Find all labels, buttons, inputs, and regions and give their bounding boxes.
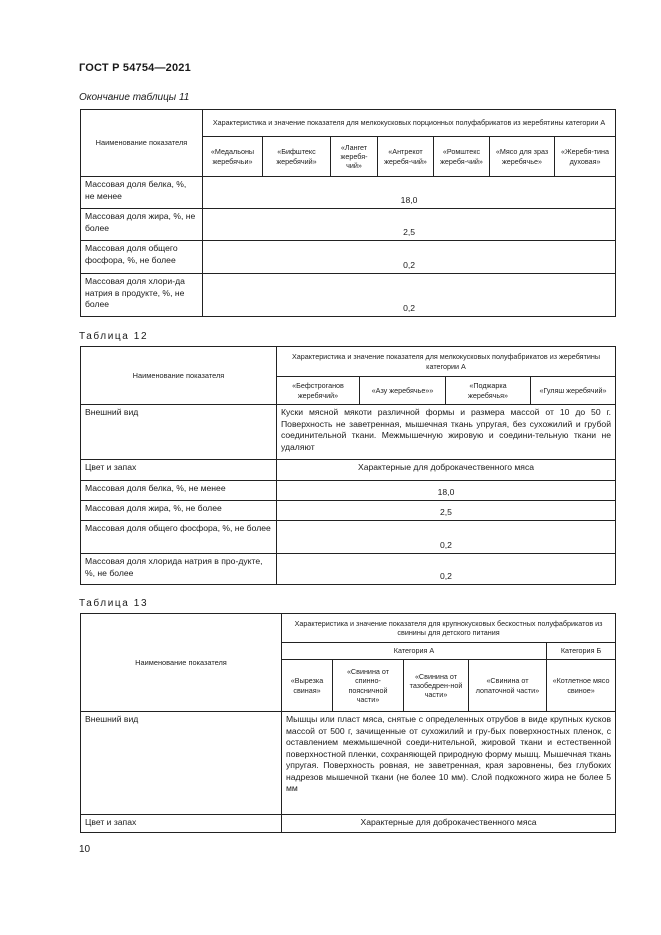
table-row-label: Цвет и запах <box>81 460 277 481</box>
t11-name-header: Наименование показателя <box>81 110 203 177</box>
t13-col: «Свинина от тазобедрен-ной части» <box>404 660 469 712</box>
t12-col: «Гуляш жеребячий» <box>531 377 616 405</box>
t12-col: «Поджарка жеребячья» <box>446 377 531 405</box>
t11-col: «Антрекот жеребя-чий» <box>378 137 434 177</box>
t12-name-header: Наименование показателя <box>81 347 277 405</box>
t11-col: «Бифштекс жеребячий» <box>263 137 331 177</box>
table-row-value: 0,2 <box>203 274 616 317</box>
table-row-label: Массовая доля белка, %, не менее <box>81 481 277 501</box>
table-row-value: 18,0 <box>277 481 616 501</box>
t13-category-b: Категория Б <box>547 643 616 660</box>
table-row-label: Массовая доля белка, %, не менее <box>81 177 203 209</box>
table-row-label: Массовая доля хлорида натрия в про-дукте, %, не более <box>81 554 277 585</box>
t11-col: «Медальоны жеребячьи» <box>203 137 263 177</box>
t13-col: «Вырезка свиная» <box>282 660 333 712</box>
t12-col: «Бефстроганов жеребячий» <box>277 377 360 405</box>
table-row-label: Массовая доля общего фосфора, %, не более <box>81 521 277 554</box>
t13-category-a: Категория А <box>282 643 547 660</box>
table12-caption: Таблица 12 <box>79 331 149 342</box>
table-row-value: 0,2 <box>277 521 616 554</box>
table11-caption: Окончание таблицы 11 <box>79 92 190 103</box>
t11-col: «Ромштекс жеребя-чий» <box>434 137 490 177</box>
table-row-value: Характерные для доброкачественного мяса <box>277 460 616 481</box>
t11-col: «Мясо для зраз жеребячье» <box>490 137 555 177</box>
table-row-value: 18,0 <box>203 177 616 209</box>
table-row-label: Цвет и запах <box>81 815 282 833</box>
t13-name-header: Наименование показателя <box>81 614 282 712</box>
table-row-label: Массовая доля жира, %, не более <box>81 209 203 241</box>
t13-col: «Свинина от спинно-поясничной части» <box>333 660 404 712</box>
table-row-value: Мышцы или пласт мяса, снятые с определенных отрубов в виде крупных кусков массой от 500 г, зачищенные от сухожилий и гру-бых поверхностных пленок, с оставлением межмышечной соеди-нительной, жировой ткани и естественной поверхностной пленки, сохраняющей природную форму мышц. Мышечная ткань упругая. Поверхность ровная, не заветренная, края заровнены, без глубоких надрезов мышечной ткани (не более 10 мм). Слой подкожного жира не более 5 мм <box>282 712 616 815</box>
table-row-value: Куски мясной мякоти различной формы и размера массой от 10 до 50 г. Поверхность не заветренная, мышечная ткань упругая, без сухожилий и грубой соединительной ткани. Межмышечную жировую и соедини-тельную ткани не удаляют <box>277 405 616 460</box>
table-row-label: Внешний вид <box>81 712 282 815</box>
t12-col: «Азу жеребячье»» <box>360 377 446 405</box>
table13-caption: Таблица 13 <box>79 598 149 609</box>
table-row-value: 0,2 <box>277 554 616 585</box>
table-13 <box>80 613 616 833</box>
t11-group-header: Характеристика и значение показателя для мелкокусковых порционных полуфабрикатов из жеребятины категории А <box>203 110 616 137</box>
table-row-value: 2,5 <box>277 501 616 521</box>
t13-col: «Котлетное мясо свиное» <box>547 660 616 712</box>
t12-group-header: Характеристика и значение показателя для мелкокусковых полуфабрикатов из жеребятины категории А <box>277 347 616 377</box>
table-row-value: Характерные для доброкачественного мяса <box>282 815 616 833</box>
t11-col: «Жеребя-тина духовая» <box>555 137 616 177</box>
t13-col: «Свинина от лопаточной части» <box>469 660 547 712</box>
table-row-label: Внешний вид <box>81 405 277 460</box>
table-row-value: 0,2 <box>203 241 616 274</box>
table-row-label: Массовая доля хлори-да натрия в продукте, %, не более <box>81 274 203 317</box>
standard-number: ГОСТ Р 54754—2021 <box>79 62 191 74</box>
t13-group-header: Характеристика и значение показателя для крупнокусковых бескостных полуфабрикатов из свинины для детского питания <box>282 614 616 643</box>
table-row-value: 2,5 <box>203 209 616 241</box>
table-row-label: Массовая доля жира, %, не более <box>81 501 277 521</box>
table-11 <box>80 109 616 317</box>
table-12 <box>80 346 616 585</box>
t11-col: «Лангет жеребя-чий» <box>331 137 378 177</box>
table-row-label: Массовая доля общего фосфора, %, не более <box>81 241 203 274</box>
page-number: 10 <box>79 844 91 855</box>
